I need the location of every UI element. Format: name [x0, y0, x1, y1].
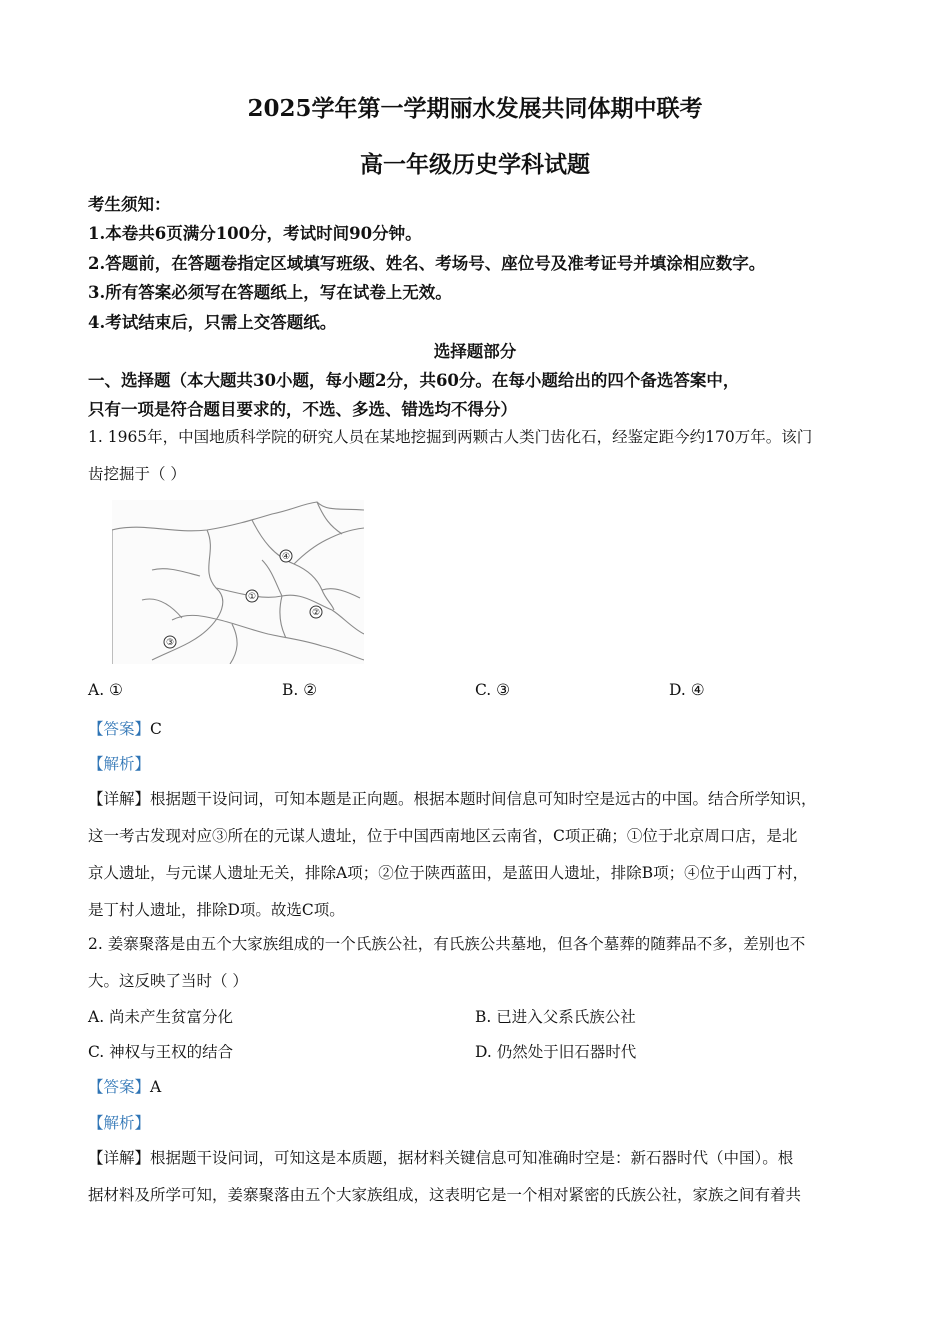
option-d[interactable]: D. ④ [669, 681, 705, 699]
answer-line [88, 1075, 161, 1097]
option-c[interactable]: C. 神权与王权的结合 [88, 1043, 234, 1061]
option-a[interactable]: A. 尚未产生贫富分化 [88, 1008, 234, 1026]
answer-value: A [150, 1078, 162, 1096]
option-b[interactable]: B. ② [282, 681, 318, 699]
detail-line [88, 1146, 793, 1168]
notice-item: 4.考试结束后，只需上交答题纸。 [88, 313, 337, 332]
answer-line [88, 717, 162, 739]
detail-text: 根据题干设问词，可知本题是正向题。根据本题时间信息可知时空是远古的中国。结合所学知识， [150, 790, 817, 808]
question-1-stem: 齿挖掘于（ ） [88, 465, 186, 483]
option-d[interactable]: D. 仍然处于旧石器时代 [475, 1043, 637, 1061]
option-b[interactable]: B. 已进入父系氏族公社 [475, 1008, 636, 1026]
detail-line [88, 787, 817, 809]
question-1-stem: 1. 1965年，中国地质科学院的研究人员在某地挖掘到两颗古人类门齿化石，经鉴定距今约170万年。该门 [88, 428, 813, 446]
option-a[interactable]: A. ① [88, 681, 123, 699]
answer-value: C [150, 720, 162, 738]
map-marker-3: ③ [165, 638, 175, 648]
detail-text: 京人遗址，与元谋人遗址无关，排除A项；②位于陕西蓝田，是蓝田人遗址，排除B项；④位于山西丁村， [88, 864, 809, 882]
detail-text: 这一考古发现对应③所在的元谋人遗址，位于中国西南地区云南省，C项正确；①位于北京周口店，是北 [88, 827, 798, 845]
question-2-stem: 2. 姜寨聚落是由五个大家族组成的一个氏族公社，有氏族公共墓地，但各个墓葬的随葬品不多，差别也不 [88, 935, 806, 953]
notice-item: 3.所有答案必须写在答题纸上，写在试卷上无效。 [88, 283, 452, 302]
notice-item: 1.本卷共6页满分100分，考试时间90分钟。 [88, 224, 422, 243]
china-map-image [112, 500, 364, 664]
analysis-tag: 【解析】 [88, 755, 151, 773]
answer-tag: 【答案】 [88, 1078, 151, 1096]
detail-text: 据材料及所学可知，姜寨聚落由五个大家族组成，这表明它是一个相对紧密的氏族公社，家族之间有着共 [88, 1186, 802, 1204]
question-2-stem: 大。这反映了当时（ ） [88, 972, 248, 990]
exam-subtitle: 高一年级历史学科试题 [360, 151, 590, 178]
answer-tag: 【答案】 [88, 720, 151, 738]
analysis-tag: 【解析】 [88, 1114, 151, 1132]
part-heading: 一、选择题（本大题共30小题，每小题2分，共60分。在每小题给出的四个备选答案中， [88, 371, 740, 390]
notice-item: 2.答题前，在答题卷指定区域填写班级、姓名、考场号、座位号及准考证号并填涂相应数字。 [88, 254, 766, 273]
section-title: 选择题部分 [433, 342, 517, 361]
map-marker-4: ④ [281, 552, 291, 562]
map-marker-1: ① [247, 592, 257, 602]
detail-tag: 【详解】 [88, 1149, 151, 1167]
map-marker-2: ② [311, 608, 321, 618]
detail-text: 根据题干设问词，可知这是本质题，据材料关键信息可知准确时空是：新石器时代（中国）。根 [150, 1149, 794, 1167]
notice-heading: 考生须知： [88, 195, 171, 214]
part-heading: 只有一项是符合题目要求的，不选、多选、错选均不得分） [88, 400, 517, 419]
detail-text: 是丁村人遗址，排除D项。故选C项。 [88, 901, 345, 919]
china-map-outline [112, 500, 364, 664]
detail-tag: 【详解】 [88, 790, 151, 808]
option-c[interactable]: C. ③ [475, 681, 511, 699]
exam-title: 2025学年第一学期丽水发展共同体期中联考 [247, 95, 703, 122]
